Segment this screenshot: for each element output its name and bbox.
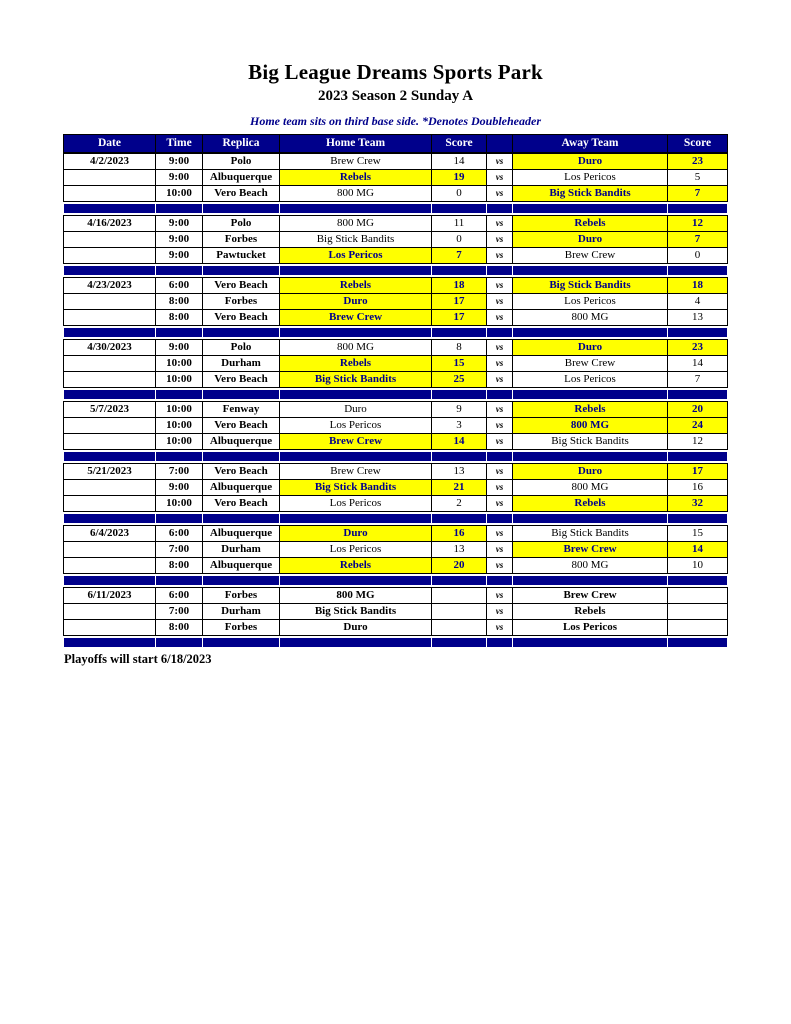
separator-cell — [156, 514, 202, 523]
away-score-cell: 4 — [668, 294, 727, 309]
date-cell — [64, 496, 155, 511]
date-cell — [64, 620, 155, 635]
separator-cell — [668, 390, 727, 399]
date-cell: 6/11/2023 — [64, 588, 155, 603]
time-cell: 9:00 — [156, 170, 202, 185]
away-team-cell: Brew Crew — [513, 248, 667, 263]
away-score-cell: 20 — [668, 402, 727, 417]
away-team-cell: Duro — [513, 464, 667, 479]
away-score-cell — [668, 588, 727, 603]
separator-cell — [513, 328, 667, 337]
home-score-cell: 0 — [432, 186, 486, 201]
replica-cell: Durham — [203, 604, 279, 619]
home-team-cell: Brew Crew — [280, 310, 431, 325]
separator-cell — [203, 266, 279, 275]
separator-cell — [432, 328, 486, 337]
header-cell-date: Date — [64, 135, 155, 152]
date-cell — [64, 480, 155, 495]
vs-cell: vs — [487, 526, 512, 541]
home-team-cell: Brew Crew — [280, 434, 431, 449]
schedule-group — [63, 525, 728, 574]
separator-cell — [280, 452, 431, 461]
time-cell: 8:00 — [156, 558, 202, 573]
home-score-cell: 14 — [432, 154, 486, 169]
separator-cell — [156, 204, 202, 213]
replica-cell: Vero Beach — [203, 278, 279, 293]
home-team-cell: 800 MG — [280, 186, 431, 201]
home-score-cell: 13 — [432, 542, 486, 557]
time-cell: 6:00 — [156, 588, 202, 603]
replica-cell: Polo — [203, 154, 279, 169]
away-team-cell: Big Stick Bandits — [513, 434, 667, 449]
away-score-cell: 32 — [668, 496, 727, 511]
home-team-cell: Los Pericos — [280, 496, 431, 511]
home-team-cell: Big Stick Bandits — [280, 232, 431, 247]
vs-cell: vs — [487, 154, 512, 169]
home-score-cell: 9 — [432, 402, 486, 417]
separator-cell — [203, 514, 279, 523]
home-team-cell: 800 MG — [280, 588, 431, 603]
time-cell: 10:00 — [156, 496, 202, 511]
schedule-body — [63, 153, 728, 649]
replica-cell: Albuquerque — [203, 558, 279, 573]
away-team-cell: Brew Crew — [513, 356, 667, 371]
time-cell: 9:00 — [156, 154, 202, 169]
away-team-cell: Big Stick Bandits — [513, 526, 667, 541]
away-team-cell: 800 MG — [513, 558, 667, 573]
home-score-cell: 2 — [432, 496, 486, 511]
separator-cell — [487, 452, 512, 461]
date-cell: 4/2/2023 — [64, 154, 155, 169]
away-score-cell — [668, 620, 727, 635]
away-score-cell: 12 — [668, 434, 727, 449]
home-score-cell — [432, 620, 486, 635]
home-team-cell: Big Stick Bandits — [280, 480, 431, 495]
separator-cell — [280, 638, 431, 647]
away-score-cell: 15 — [668, 526, 727, 541]
home-score-cell: 13 — [432, 464, 486, 479]
home-team-cell: 800 MG — [280, 216, 431, 231]
away-score-cell: 7 — [668, 372, 727, 387]
separator-cell — [64, 638, 155, 647]
separator-row — [63, 202, 728, 215]
away-team-cell: Rebels — [513, 496, 667, 511]
date-cell — [64, 248, 155, 263]
away-score-cell: 5 — [668, 170, 727, 185]
away-team-cell: 800 MG — [513, 418, 667, 433]
separator-cell — [487, 266, 512, 275]
time-cell: 10:00 — [156, 372, 202, 387]
vs-cell: vs — [487, 542, 512, 557]
separator-cell — [203, 328, 279, 337]
away-team-cell: Los Pericos — [513, 620, 667, 635]
replica-cell: Vero Beach — [203, 464, 279, 479]
season-subtitle: 2023 Season 2 Sunday A — [317, 88, 474, 104]
vs-cell: vs — [487, 294, 512, 309]
separator-cell — [156, 576, 202, 585]
header-cell-home-team: Home Team — [280, 135, 431, 152]
replica-cell: Vero Beach — [203, 372, 279, 387]
away-score-cell: 7 — [668, 232, 727, 247]
vs-cell: vs — [487, 186, 512, 201]
time-cell: 6:00 — [156, 278, 202, 293]
separator-cell — [487, 328, 512, 337]
date-cell: 6/4/2023 — [64, 526, 155, 541]
separator-cell — [64, 266, 155, 275]
replica-cell: Vero Beach — [203, 418, 279, 433]
home-team-cell: Duro — [280, 294, 431, 309]
separator-cell — [203, 390, 279, 399]
separator-cell — [156, 266, 202, 275]
time-cell: 9:00 — [156, 480, 202, 495]
replica-cell: Durham — [203, 356, 279, 371]
time-cell: 8:00 — [156, 310, 202, 325]
separator-cell — [432, 452, 486, 461]
home-team-cell: Rebels — [280, 356, 431, 371]
separator-cell — [156, 638, 202, 647]
home-score-cell: 15 — [432, 356, 486, 371]
replica-cell: Forbes — [203, 232, 279, 247]
separator-cell — [156, 328, 202, 337]
away-score-cell: 18 — [668, 278, 727, 293]
replica-cell: Durham — [203, 542, 279, 557]
away-team-cell: Big Stick Bandits — [513, 186, 667, 201]
separator-cell — [432, 266, 486, 275]
replica-cell: Albuquerque — [203, 434, 279, 449]
home-score-cell: 25 — [432, 372, 486, 387]
vs-cell: vs — [487, 310, 512, 325]
schedule-group — [63, 215, 728, 264]
separator-cell — [280, 514, 431, 523]
time-cell: 9:00 — [156, 248, 202, 263]
separator-cell — [513, 452, 667, 461]
away-team-cell: 800 MG — [513, 310, 667, 325]
home-score-cell: 8 — [432, 340, 486, 355]
replica-cell: Forbes — [203, 294, 279, 309]
separator-cell — [487, 390, 512, 399]
replica-cell: Albuquerque — [203, 480, 279, 495]
separator-cell — [203, 452, 279, 461]
separator-cell — [513, 638, 667, 647]
date-cell — [64, 170, 155, 185]
home-team-cell: Brew Crew — [280, 154, 431, 169]
separator-cell — [203, 204, 279, 213]
date-cell — [64, 232, 155, 247]
separator-cell — [513, 266, 667, 275]
separator-row — [63, 636, 728, 649]
header-cell-time: Time — [156, 135, 202, 152]
away-score-cell: 23 — [668, 154, 727, 169]
vs-cell: vs — [487, 170, 512, 185]
away-team-cell: Los Pericos — [513, 294, 667, 309]
date-cell — [64, 310, 155, 325]
separator-row — [63, 512, 728, 525]
vs-cell: vs — [487, 356, 512, 371]
vs-cell: vs — [487, 278, 512, 293]
time-cell: 7:00 — [156, 604, 202, 619]
date-cell — [64, 558, 155, 573]
separator-cell — [432, 638, 486, 647]
separator-cell — [513, 390, 667, 399]
replica-cell: Albuquerque — [203, 170, 279, 185]
separator-cell — [64, 204, 155, 213]
home-score-cell: 21 — [432, 480, 486, 495]
replica-cell: Albuquerque — [203, 526, 279, 541]
away-score-cell: 16 — [668, 480, 727, 495]
vs-cell: vs — [487, 340, 512, 355]
vs-cell: vs — [487, 620, 512, 635]
home-team-cell: Los Pericos — [280, 542, 431, 557]
away-team-cell: Big Stick Bandits — [513, 278, 667, 293]
away-score-cell: 12 — [668, 216, 727, 231]
vs-cell: vs — [487, 588, 512, 603]
date-cell — [64, 604, 155, 619]
time-cell: 9:00 — [156, 216, 202, 231]
away-score-cell: 7 — [668, 186, 727, 201]
home-score-cell: 18 — [432, 278, 486, 293]
home-team-cell: Duro — [280, 526, 431, 541]
separator-cell — [156, 390, 202, 399]
away-score-cell: 14 — [668, 542, 727, 557]
separator-cell — [280, 266, 431, 275]
table-header-row — [63, 134, 728, 153]
schedule-group — [63, 587, 728, 636]
away-score-cell: 10 — [668, 558, 727, 573]
separator-cell — [668, 328, 727, 337]
separator-cell — [668, 638, 727, 647]
home-team-cell: Brew Crew — [280, 464, 431, 479]
separator-cell — [280, 390, 431, 399]
header-cell-away-team: Away Team — [513, 135, 667, 152]
date-cell: 5/7/2023 — [64, 402, 155, 417]
separator-cell — [280, 204, 431, 213]
away-team-cell: Duro — [513, 154, 667, 169]
separator-cell — [513, 514, 667, 523]
separator-cell — [487, 204, 512, 213]
replica-cell: Polo — [203, 340, 279, 355]
time-cell: 8:00 — [156, 620, 202, 635]
schedule-group — [63, 339, 728, 388]
time-cell: 6:00 — [156, 526, 202, 541]
separator-cell — [668, 266, 727, 275]
header-cell-vs — [487, 135, 512, 152]
separator-cell — [64, 452, 155, 461]
home-score-cell: 0 — [432, 232, 486, 247]
schedule-group — [63, 277, 728, 326]
time-cell: 10:00 — [156, 434, 202, 449]
away-team-cell: Rebels — [513, 216, 667, 231]
time-cell: 10:00 — [156, 356, 202, 371]
replica-cell: Pawtucket — [203, 248, 279, 263]
separator-cell — [432, 204, 486, 213]
vs-cell: vs — [487, 402, 512, 417]
schedule-group — [63, 463, 728, 512]
away-score-cell: 14 — [668, 356, 727, 371]
date-cell — [64, 186, 155, 201]
away-score-cell: 13 — [668, 310, 727, 325]
header-cell-home-score: Score — [432, 135, 486, 152]
date-cell: 4/23/2023 — [64, 278, 155, 293]
separator-cell — [156, 452, 202, 461]
home-team-cell: Rebels — [280, 170, 431, 185]
away-score-cell: 0 — [668, 248, 727, 263]
playoffs-footer-text: Playoffs will start 6/18/2023 — [64, 652, 212, 666]
vs-cell: vs — [487, 604, 512, 619]
vs-cell: vs — [487, 558, 512, 573]
home-team-cell: 800 MG — [280, 340, 431, 355]
time-cell: 10:00 — [156, 186, 202, 201]
away-team-cell: Brew Crew — [513, 542, 667, 557]
home-team-note: Home team sits on third base side. *Denotes Doubleheader — [250, 114, 541, 128]
away-team-cell: Duro — [513, 232, 667, 247]
separator-cell — [668, 452, 727, 461]
separator-cell — [64, 514, 155, 523]
separator-cell — [487, 638, 512, 647]
home-team-cell: Big Stick Bandits — [280, 604, 431, 619]
away-score-cell: 23 — [668, 340, 727, 355]
home-team-cell: Rebels — [280, 558, 431, 573]
time-cell: 10:00 — [156, 402, 202, 417]
separator-cell — [487, 576, 512, 585]
home-score-cell: 17 — [432, 310, 486, 325]
schedule-table — [63, 134, 728, 649]
time-cell: 9:00 — [156, 340, 202, 355]
away-score-cell: 17 — [668, 464, 727, 479]
separator-row — [63, 388, 728, 401]
away-team-cell: Los Pericos — [513, 372, 667, 387]
home-score-cell: 19 — [432, 170, 486, 185]
date-cell — [64, 294, 155, 309]
replica-cell: Forbes — [203, 620, 279, 635]
home-score-cell — [432, 604, 486, 619]
date-cell — [64, 372, 155, 387]
time-cell: 9:00 — [156, 232, 202, 247]
header-cell-away-score: Score — [668, 135, 727, 152]
time-cell: 7:00 — [156, 542, 202, 557]
schedule-group — [63, 153, 728, 202]
separator-cell — [513, 576, 667, 585]
time-cell: 7:00 — [156, 464, 202, 479]
replica-cell: Fenway — [203, 402, 279, 417]
home-score-cell: 14 — [432, 434, 486, 449]
away-team-cell: 800 MG — [513, 480, 667, 495]
schedule-group — [63, 401, 728, 450]
replica-cell: Vero Beach — [203, 496, 279, 511]
away-score-cell: 24 — [668, 418, 727, 433]
separator-cell — [203, 638, 279, 647]
separator-cell — [64, 328, 155, 337]
home-score-cell: 3 — [432, 418, 486, 433]
home-team-cell: Los Pericos — [280, 248, 431, 263]
separator-cell — [513, 204, 667, 213]
vs-cell: vs — [487, 418, 512, 433]
separator-cell — [432, 514, 486, 523]
away-team-cell: Rebels — [513, 402, 667, 417]
replica-cell: Forbes — [203, 588, 279, 603]
date-cell: 5/21/2023 — [64, 464, 155, 479]
home-team-cell: Duro — [280, 402, 431, 417]
header-cell-replica: Replica — [203, 135, 279, 152]
away-team-cell: Brew Crew — [513, 588, 667, 603]
separator-row — [63, 450, 728, 463]
replica-cell: Vero Beach — [203, 186, 279, 201]
home-score-cell: 11 — [432, 216, 486, 231]
date-cell — [64, 434, 155, 449]
separator-row — [63, 574, 728, 587]
vs-cell: vs — [487, 434, 512, 449]
separator-cell — [64, 390, 155, 399]
separator-cell — [432, 390, 486, 399]
vs-cell: vs — [487, 232, 512, 247]
separator-cell — [280, 328, 431, 337]
separator-cell — [668, 514, 727, 523]
home-team-cell: Rebels — [280, 278, 431, 293]
date-cell: 4/30/2023 — [64, 340, 155, 355]
separator-cell — [668, 576, 727, 585]
date-cell: 4/16/2023 — [64, 216, 155, 231]
date-cell — [64, 356, 155, 371]
home-team-cell: Duro — [280, 620, 431, 635]
replica-cell: Polo — [203, 216, 279, 231]
home-score-cell — [432, 588, 486, 603]
separator-cell — [487, 514, 512, 523]
vs-cell: vs — [487, 464, 512, 479]
home-score-cell: 17 — [432, 294, 486, 309]
date-cell — [64, 542, 155, 557]
vs-cell: vs — [487, 248, 512, 263]
separator-cell — [203, 576, 279, 585]
vs-cell: vs — [487, 496, 512, 511]
home-team-cell: Los Pericos — [280, 418, 431, 433]
vs-cell: vs — [487, 372, 512, 387]
home-score-cell: 16 — [432, 526, 486, 541]
home-team-cell: Big Stick Bandits — [280, 372, 431, 387]
date-cell — [64, 418, 155, 433]
separator-cell — [432, 576, 486, 585]
home-score-cell: 7 — [432, 248, 486, 263]
separator-row — [63, 326, 728, 339]
away-team-cell: Los Pericos — [513, 170, 667, 185]
vs-cell: vs — [487, 480, 512, 495]
home-score-cell: 20 — [432, 558, 486, 573]
time-cell: 10:00 — [156, 418, 202, 433]
separator-cell — [64, 576, 155, 585]
away-team-cell: Duro — [513, 340, 667, 355]
vs-cell: vs — [487, 216, 512, 231]
page-title: Big League Dreams Sports Park — [248, 60, 543, 84]
separator-cell — [280, 576, 431, 585]
separator-row — [63, 264, 728, 277]
away-team-cell: Rebels — [513, 604, 667, 619]
separator-cell — [668, 204, 727, 213]
time-cell: 8:00 — [156, 294, 202, 309]
away-score-cell — [668, 604, 727, 619]
replica-cell: Vero Beach — [203, 310, 279, 325]
